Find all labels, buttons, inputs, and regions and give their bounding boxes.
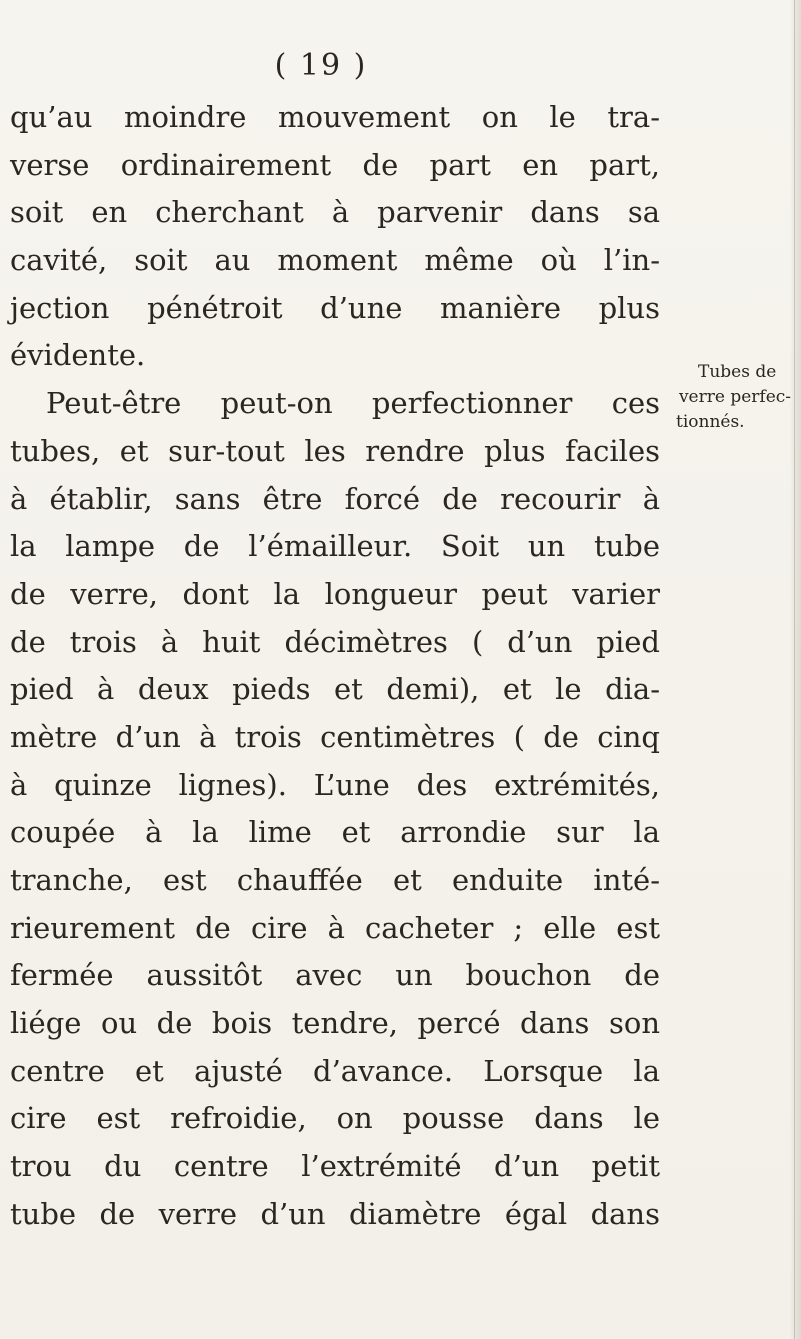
text-line: tubes, et sur-tout les rendre plus faciles xyxy=(10,433,660,468)
body-text xyxy=(10,94,660,1239)
text-line: liége ou de bois tendre, percé dans son xyxy=(10,1006,660,1041)
text-line: la lampe de l’émailleur. Soit un tube xyxy=(10,529,660,564)
text-line: mètre d’un à trois centimètres ( de cinq xyxy=(10,719,660,754)
text-line: à établir, sans être forcé de recourir à xyxy=(10,481,660,516)
text-line: rieurement de cire à cacheter ; elle est xyxy=(10,910,660,945)
text-line: qu’au moindre mouvement on le tra- xyxy=(10,100,660,134)
text-line: jection pénétroit d’une manière plus xyxy=(10,290,660,325)
text-line: évidente. xyxy=(10,338,146,373)
text-line: coupée à la lime et arrondie sur la xyxy=(10,815,660,850)
text-line: centre et ajusté d’avance. Lorsque la xyxy=(10,1053,660,1088)
text-line: pied à deux pieds et demi), et le dia- xyxy=(10,672,660,707)
text-line: cavité, soit au moment même où l’in- xyxy=(10,243,660,278)
text-line: tranche, est chauffée et enduite inté- xyxy=(10,863,660,897)
page-number: ( 19 ) xyxy=(274,48,368,83)
paragraph-start-line: Peut-être peut-on perfectionner ces xyxy=(46,386,660,421)
marginal-note-line: tionnés. xyxy=(676,412,745,432)
text-line: verse ordinairement de part en part, xyxy=(10,147,660,182)
text-line: tube de verre d’un diamètre égal dans xyxy=(10,1196,660,1231)
text-line: fermée aussitôt avec un bouchon de xyxy=(10,958,660,993)
text-line: de trois à huit décimètres ( d’un pied xyxy=(10,624,660,659)
page-edge xyxy=(794,0,795,1339)
text-line: trou du centre l’extrémité d’un petit xyxy=(10,1149,660,1184)
marginal-note-line: verre perfec- xyxy=(678,387,792,407)
text-line: soit en cherchant à parvenir dans sa xyxy=(10,195,660,230)
text-line: cire est refroidie, on pousse dans le xyxy=(10,1101,660,1136)
text-line: à quinze lignes). L’une des extrémités, xyxy=(10,767,660,802)
marginal-note xyxy=(672,360,798,435)
text-line: de verre, dont la longueur peut varier xyxy=(10,576,660,611)
marginal-note-line: Tubes de xyxy=(698,362,777,382)
